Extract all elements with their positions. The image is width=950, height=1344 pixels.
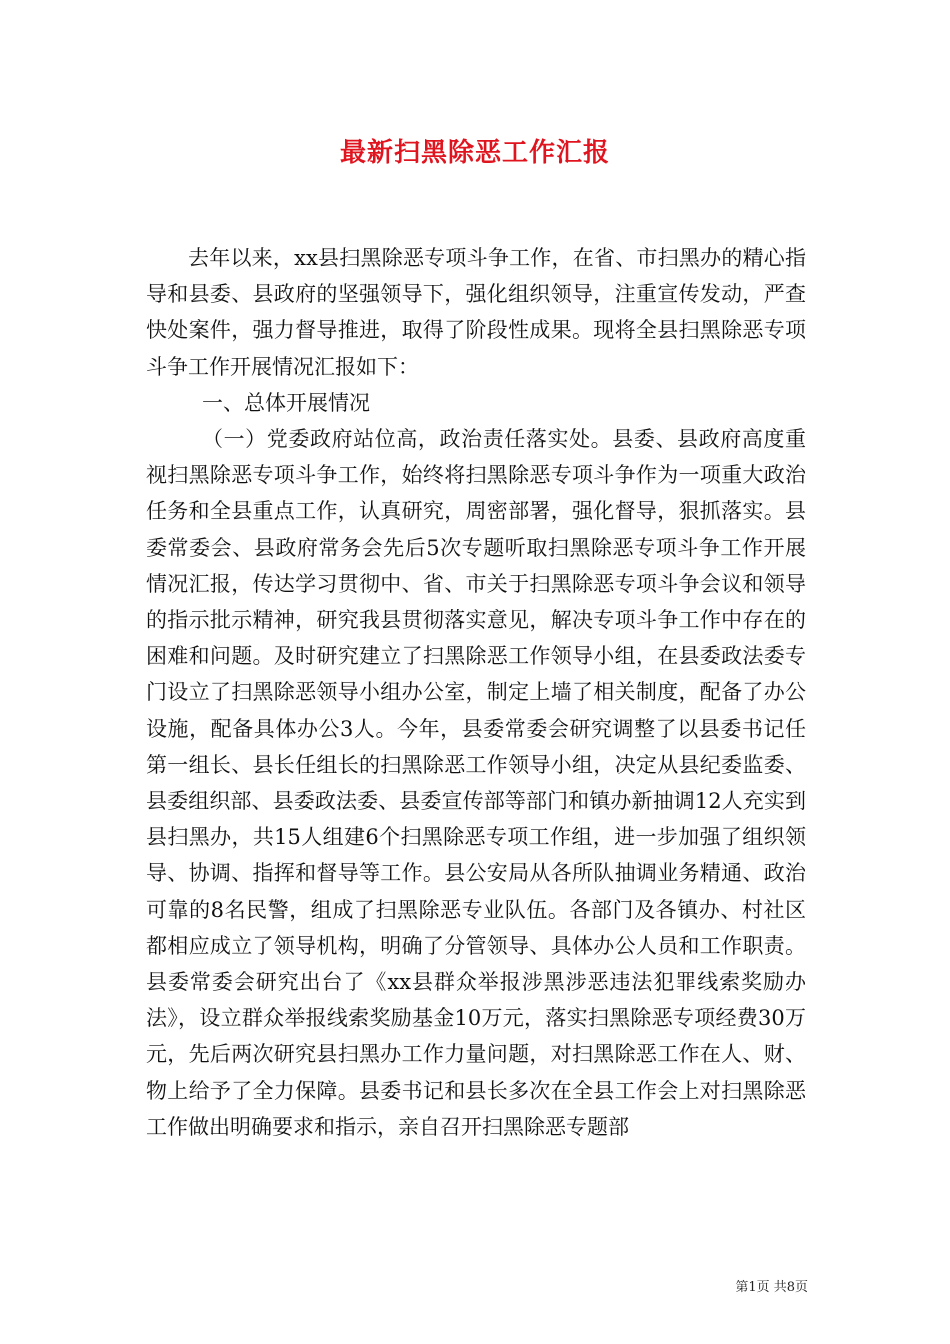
intro-paragraph: 去年以来，xx县扫黑除恶专项斗争工作，在省、市扫黑办的精心指导和县委、县政府的坚强领导下，强化组织领导，注重宣传发动，严查快处案件，强力督导推进，取得了阶段性成果。现将全县扫黑除恶专项斗争工作开展情况汇报如下： [146, 246, 806, 379]
document-body [146, 240, 806, 1145]
section-heading: 一、总体开展情况 [202, 390, 370, 415]
page-number-footer: 第1页 共8页 [735, 1280, 808, 1295]
section-paragraph: （一）党委政府站位高，政治责任落实处。县委、县政府高度重视扫黑除恶专项斗争工作，始终将扫黑除恶专项斗争作为一项重大政治任务和全县重点工作，认真研究，周密部署，强化督导，狠抓落实。县委常委会、县政府常务会先后5次专题听取扫黑除恶专项斗争工作开展情况汇报，传达学习贯彻中、省、市关于扫黑除恶专项斗争会议和领导的指示批示精神，研究我县贯彻落实意见，解决专项斗争工作中存在的困难和问题。及时研究建立了扫黑除恶工作领导小组，在县委政法委专门设立了扫黑除恶领导小组办公室，制定上墙了相关制度，配备了办公设施，配备具体办公3人。今年，县委常委会研究调整了以县委书记任第一组长、县长任组长的扫黑除恶工作领导小组，决定从县纪委监委、县委组织部、县委政法委、县委宣传部等部门和镇办新抽调12人充实到县扫黑办，共15人组建6个扫黑除恶专项工作组，进一步加强了组织领导、协调、指挥和督导等工作。县公安局从各所队抽调业务精通、政治可靠的8名民警，组成了扫黑除恶专业队伍。各部门及各镇办、村社区都相应成立了领导机构，明确了分管领导、具体办公人员和工作职责。县委常委会研究出台了《xx县群众举报涉黑涉恶违法犯罪线索奖励办法》，设立群众举报线索奖励基金10万元，落实扫黑除恶专项经费30万元，先后两次研究县扫黑办工作力量问题，对扫黑除恶工作在人、财、物上给予了全力保障。县委书记和县长多次在全县工作会上对扫黑除恶工作做出明确要求和指示，亲自召开扫黑除恶专题部 [146, 427, 806, 1139]
document-title: 最新扫黑除恶工作汇报 [339, 138, 610, 168]
